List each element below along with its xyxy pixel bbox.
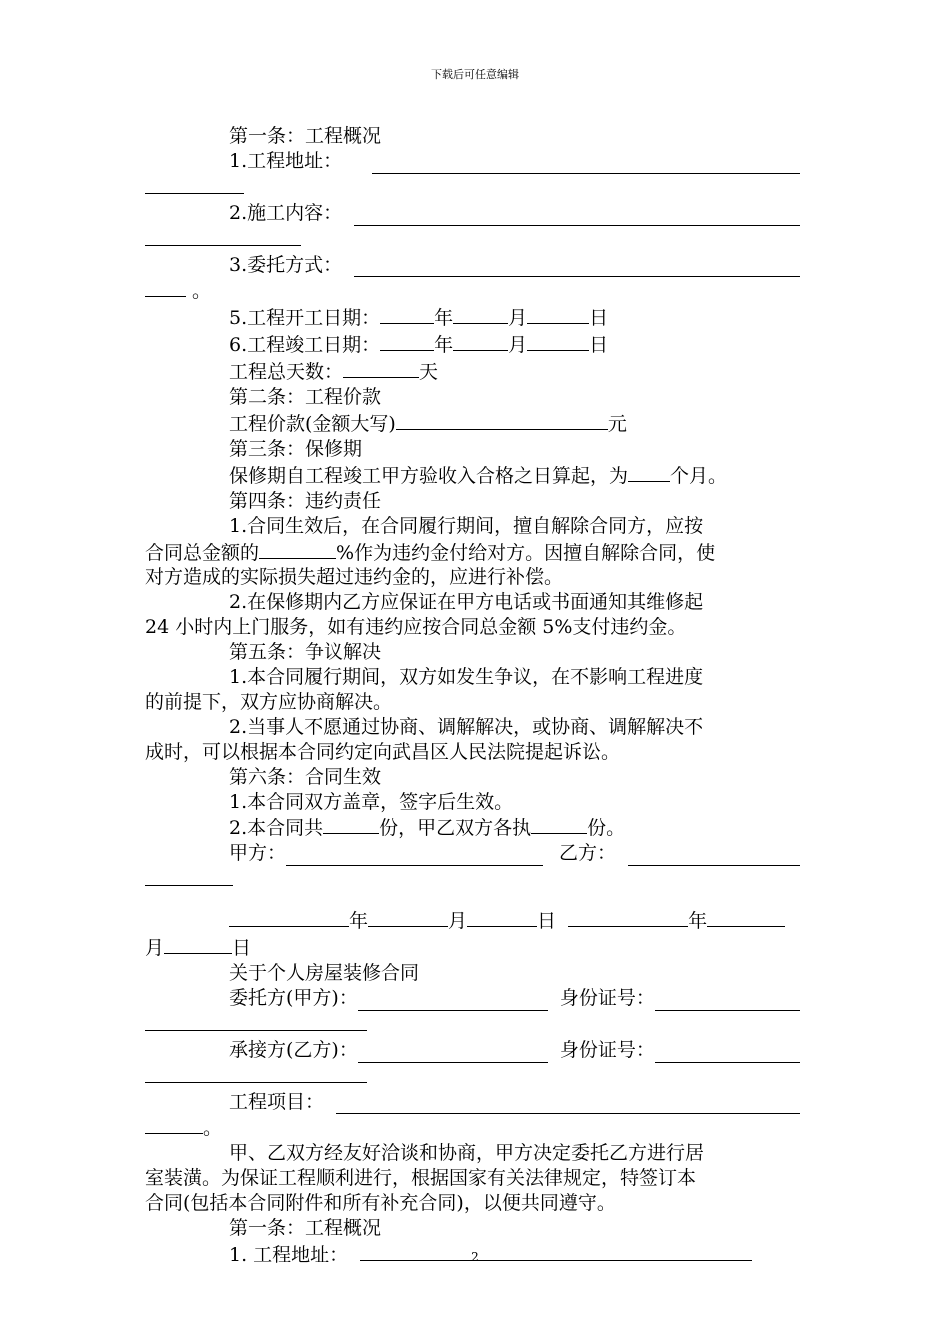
field-start-date: 5.工程开工日期： 年 月 日 [145, 304, 800, 331]
blank-line[interactable] [380, 331, 434, 351]
blank-line[interactable] [354, 206, 800, 226]
field-project-address: 1.工程地址： [145, 149, 800, 174]
blank-line[interactable] [145, 277, 186, 297]
blank-line[interactable] [368, 907, 448, 927]
field-total-days: 工程总天数： 天 [145, 358, 800, 385]
section-1b-heading: 第一条：工程概况 [229, 1217, 382, 1240]
blank-line[interactable] [358, 991, 548, 1011]
blank-line[interactable] [655, 1043, 800, 1063]
blank-line[interactable] [453, 304, 508, 324]
paragraph-line: 合同总金额的 %作为违约金付给对方。因擅自解除合同，使 [145, 539, 800, 566]
blank-line[interactable] [628, 462, 670, 482]
blank-line[interactable] [286, 846, 543, 866]
blank-line[interactable] [145, 866, 233, 886]
page-number: 2 [471, 1250, 479, 1264]
paragraph-line: 1.本合同履行期间，双方如发生争议，在不影响工程进度 [229, 666, 704, 689]
blank-line[interactable] [655, 991, 800, 1011]
blank-line[interactable] [396, 410, 608, 430]
signature-dates: 年 月 日 年 [145, 907, 800, 934]
paragraph-line: 2.当事人不愿通过协商、调解解决，或协商、调解解决不 [229, 715, 704, 738]
blank-line[interactable] [145, 1011, 367, 1031]
paragraph-line: 1.合同生效后，在合同履行期间，擅自解除合同方，应按 [229, 514, 704, 537]
section-6-heading: 第六条：合同生效 [229, 765, 382, 788]
section-4-heading: 第四条：违约责任 [229, 489, 382, 512]
paragraph-line: 成时，可以根据本合同约定向武昌区人民法院提起诉讼。 [145, 740, 621, 763]
paragraph-line: 1.本合同双方盖章，签字后生效。 [229, 790, 514, 813]
blank-line[interactable] [453, 331, 508, 351]
field-completion-date: 6.工程竣工日期： 年 月 日 [145, 331, 800, 358]
section-3-heading: 第三条：保修期 [229, 437, 363, 460]
section-2-heading: 第二条：工程价款 [229, 386, 382, 409]
section-1-heading: 第一条：工程概况 [229, 125, 382, 147]
blank-line[interactable] [354, 257, 800, 277]
blank-line[interactable] [336, 1094, 800, 1114]
section-5-heading: 第五条：争议解决 [229, 641, 382, 664]
document-body: 第一条：工程概况 1.工程地址： 2.施工内容： 3.委托方式： 。 5.工程开工日期： 年 月 日 6.工程竣工日期： 年 月 日 工程总天数： 天 第二条：工程价款 工程价款(金额大写) 元 第三条：保修期 保修期自工程竣工甲方验收入合格之日算起，为 个月。 第四条：违约责任 1.合同生效后，在合同履行期间，擅自解除合同方，应按 合同总金额的 %作为违约金付给对方。因擅自解除合同，使 对方造成的实际损失超过违约金的，应进行补偿。 2.在保修期内乙方应保证在甲方电话或书面通知其维修起 24 小时内上门服务，如有违约应按合同总金额 5%支付违约金。 第五条：争议解决 1.本合同履行期间，双方如发生争议，在不影响工程进度 的前提下，双方应协商解决。 2.当事人不愿通过协商、调解解决，或协商、调解解决不 成时，可以根据本合同约定向武昌区人民法院提起诉讼。 第六条：合同生效 1.本合同双方盖章，签字后生效。 2.本合同共 份，甲乙双方各执 份。 甲方： 乙方： 年 月 日 年 月 日 关于个人房屋装修合同 委托方(甲方)： 身份证号： 承接方(乙方)： 身份证号： 工程项目： 。 甲、乙双方经友好洽谈和协商，甲方决定委托乙方进行居 室装潢。为保证工程顺利进行，根据国家有关法律规定，特签订本 合同(包括本合同附件和所有补充合同)，以便共同遵守。 第一条：工程概况 1. 工程地址： [145, 124, 800, 1268]
blank-line[interactable] [372, 154, 800, 174]
paragraph-line: 24 小时内上门服务，如有违约应按合同总金额 5%支付违约金。 [145, 616, 687, 639]
signature-dates-cont: 月 日 [145, 934, 800, 961]
paragraph-line: 的前提下，双方应协商解决。 [145, 690, 393, 713]
field-project-address-2: 1. 工程地址： [145, 1241, 800, 1268]
blank-line[interactable] [380, 304, 434, 324]
paragraph-line: 合同(包括本合同附件和所有补充合同)，以便共同遵守。 [145, 1192, 616, 1215]
paragraph-line: 室装潢。为保证工程顺利进行，根据国家有关法律规定，特签订本 [145, 1167, 697, 1190]
document-title-2: 关于个人房屋装修合同 [229, 962, 420, 984]
warranty-text: 保修期自工程竣工甲方验收入合格之日算起，为 个月。 [145, 462, 800, 489]
signature-parties: 甲方： 乙方： [145, 841, 800, 866]
blank-line[interactable] [467, 907, 537, 927]
field-construction-content: 2.施工内容： [145, 201, 800, 226]
field-contractor: 承接方(乙方)： 身份证号： [145, 1038, 800, 1063]
blank-line[interactable] [145, 226, 301, 246]
paragraph-line: 对方造成的实际损失超过违约金的，应进行补偿。 [145, 566, 564, 589]
paragraph-line: 甲、乙双方经友好洽谈和协商，甲方决定委托乙方进行居 [229, 1142, 705, 1165]
blank-line[interactable] [568, 907, 688, 927]
blank-line[interactable] [358, 1043, 548, 1063]
field-commission-method: 3.委托方式： [145, 253, 800, 278]
blank-line[interactable] [343, 358, 419, 378]
paragraph-line: 2.在保修期内乙方应保证在甲方电话或书面通知其维修起 [229, 591, 704, 614]
blank-line[interactable] [527, 304, 589, 324]
blank-line[interactable] [145, 174, 244, 194]
field-price: 工程价款(金额大写) 元 [145, 410, 800, 437]
field-client: 委托方(甲方)： 身份证号： [145, 986, 800, 1011]
blank-line[interactable] [259, 539, 336, 559]
blank-line[interactable] [527, 331, 589, 351]
blank-line[interactable] [628, 846, 800, 866]
field-project: 工程项目： [145, 1090, 800, 1115]
blank-line[interactable] [531, 814, 587, 834]
blank-line[interactable] [229, 907, 349, 927]
blank-line[interactable] [323, 814, 379, 834]
page-header: 下载后可任意编辑 [431, 68, 519, 81]
blank-line[interactable] [145, 1114, 203, 1134]
blank-line[interactable] [145, 1063, 367, 1083]
blank-line[interactable] [707, 907, 785, 927]
field-copies: 2.本合同共 份，甲乙双方各执 份。 [145, 814, 800, 841]
blank-line[interactable] [164, 934, 232, 954]
